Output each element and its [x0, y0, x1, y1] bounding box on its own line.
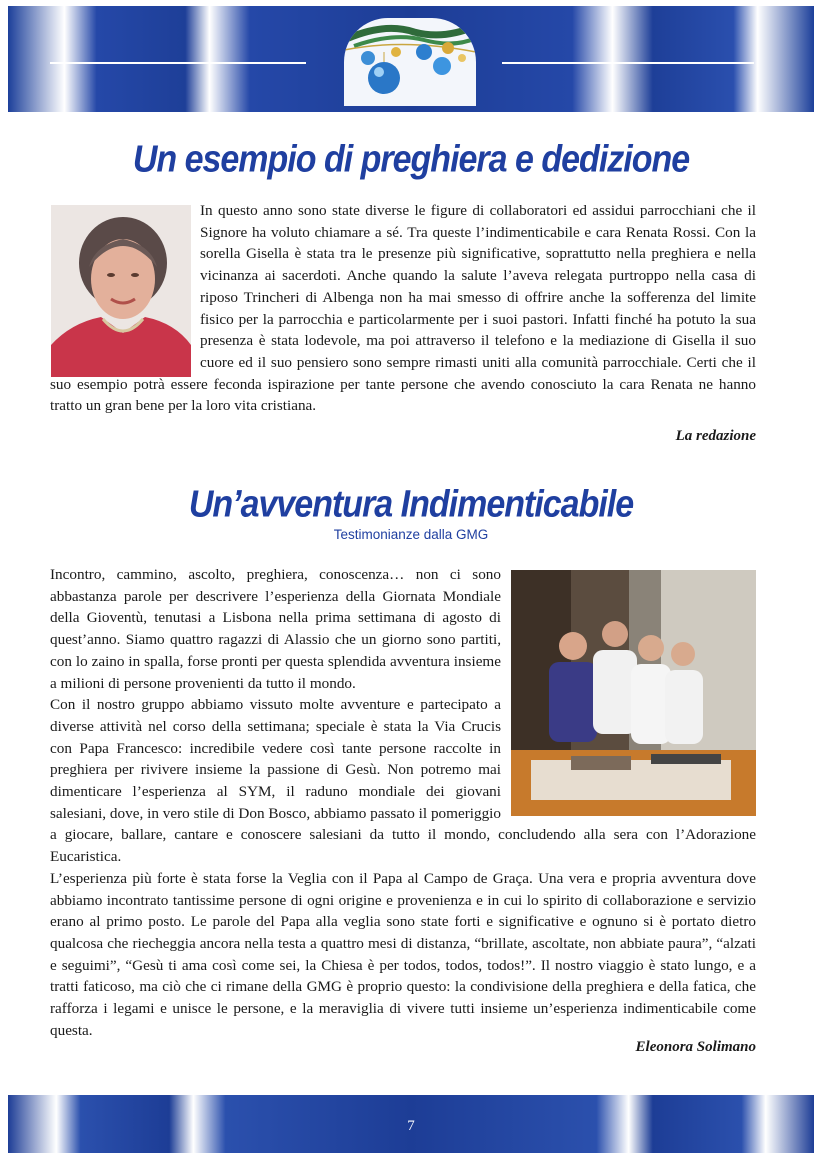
article-body: [50, 564, 756, 1041]
article-title: Un esempio di preghiera e dedizione: [132, 137, 690, 181]
article-paragraph: Incontro, cammino, ascolto, preghiera, conoscenza… non ci sono abbastanza parole per descrivere l’esperienza della Giornata Mondiale della Gioventù, tenutasi a Lisbona nella prima settimana di agosto di quest’anno. Siamo quattro ragazzi di Alassio che un giorno sono partiti, con lo zaino in spalla, forse pronti per questa splendida avventura insieme a milioni di persone provenienti da tutto il mondo.: [50, 566, 501, 692]
header-rule-right: [502, 62, 754, 64]
article-signature: Eleonora Solimano: [635, 1039, 756, 1055]
article-title: Un’avventura Indimenticabile: [188, 482, 634, 526]
article-paragraph: L’esperienza più forte è stata forse la Veglia con il Papa al Campo de Graça. Una vera e propria avventura dove abbiamo incontrato tantissime persone di ogni origine e provenienza e in cui lo spirito di collaborazione e servizio erano al primo posto. Le parole del Papa alla veglia sono state forti e significative e ognuno si è portato dietro qualcosa che riecheggia ancora nella testa a quattro mesi di distanza, “brillate, ascoltate, non abbiate paura”, “alzati e seguimi”, “Gesù ti ama così come sei, la Chiesa è per todos, todos, todos!”. Il nostro viaggio è stato lungo, e a tratti faticoso, ma ciò che ci rimane della GMG è proprio questo: la condivisione della preghiera e della fatica, che rafforza i legami e unisce le persone, e la meraviglia di vivere tutti insieme un’esperienza indimenticabile come questa.: [50, 869, 756, 1039]
article-subtitle: Testimonianze dalla GMG: [333, 527, 489, 542]
article-paragraph: Con il nostro gruppo abbiamo vissuto molte avventure e partecipato a diverse attività nel corso della settimana; speciale è stata la Via Crucis con Papa Francesco: incredibile vedere così tante persone raccolte in preghiera per rivivere insieme la passione di Gesù. Non potremo mai dimenticare l’esperienza al SYM, il raduno mondiale dei giovani salesiani, dove, in vero stile di Don Bosco, abbiamo passato il pomeriggio a giocare, ballare, cantare e conoscere salesiani da tutto il mondo, concludendo alla sera con l’Adorazione Eucaristica.: [50, 696, 756, 866]
header-banner: [8, 6, 814, 112]
christmas-ornament-image: [344, 18, 476, 106]
article-signature: La redazione: [675, 428, 756, 444]
page-number: 7: [407, 1118, 415, 1134]
christmas-bauble-icon: [344, 18, 476, 106]
article-body: [50, 200, 756, 417]
article-paragraph: In questo anno sono state diverse le figure di collaboratori ed assidui parrocchiani che il Signore ha voluto chiamare a sé. Tra queste l’indimenticabile e cara Renata Rossi. Con la sorella Gisella è stata tra le presenze più significative, soprattutto nella preghiera e nella vicinanza ai sacerdoti. Anche quando la salute l’aveva relegata purtroppo nella casa di riposo Trincheri di Albenga non ha mai smesso di offrire anche la sofferenza del limite fisico per la parrocchia e particolarmente per i suoi pastori. Infatti finché ha potuto la sua presenza è stata lodevole, ma poi attraverso il telefono e la mediazione di Gisella il suo cuore ed il suo pensiero sono sempre rimasti uniti alla comunità parrocchiale. Certi che il suo esempio potrà essere feconda ispirazione per tante persone che avendo conosciuto la cara Renata ne hanno tratto un gran bene per la loro vita cristiana.: [50, 202, 756, 415]
header-rule-left: [50, 62, 306, 64]
